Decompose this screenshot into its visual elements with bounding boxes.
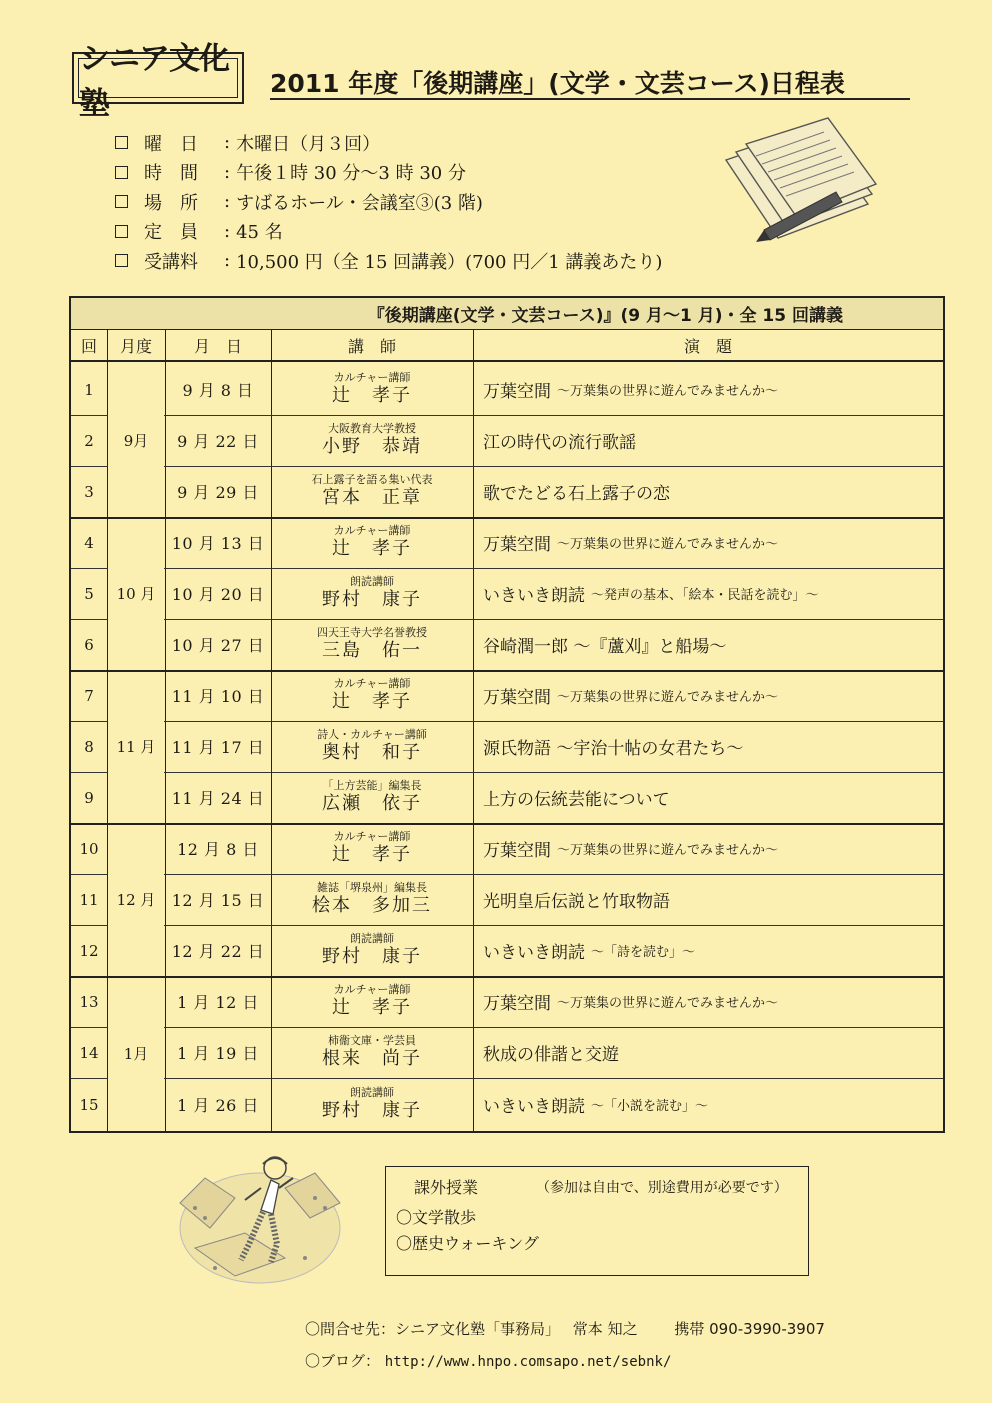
row-lecturer: [271, 1027, 473, 1078]
row-number: 10: [79, 839, 99, 858]
extracurricular-title: 課外授業: [414, 1178, 479, 1197]
info-value: 45 名: [236, 222, 283, 244]
row-topic: [473, 517, 943, 568]
lecturer-name: 野村 康子: [322, 589, 422, 610]
topic-title: 江の時代の流行歌謡: [483, 433, 636, 453]
row-topic: [473, 364, 943, 415]
row-number: 14: [79, 1043, 99, 1062]
row-lecturer: [271, 721, 473, 772]
header-topic: 演 題: [473, 330, 943, 362]
month-cell-mask: [108, 771, 164, 774]
info-row-place: 場 所 : すばるホール・会議室③(3 階): [115, 187, 662, 217]
row-divider: [71, 721, 943, 722]
row-topic: [473, 568, 943, 619]
row-lecturer: [271, 976, 473, 1027]
row-lecturer: [271, 874, 473, 925]
topic-title: 上方の伝統芸能について: [483, 790, 670, 810]
walking-person-illustration-icon: [175, 1148, 345, 1288]
contact-person: 常本 知之: [572, 1320, 638, 1338]
info-label: 時 間: [144, 163, 198, 185]
topic-title: 秋成の俳諧と交遊: [483, 1045, 619, 1065]
lecturer-name: 三島 佑一: [322, 640, 422, 661]
row-date: 10 月 20 日: [171, 585, 265, 604]
row-date: 10 月 13 日: [171, 534, 265, 553]
row-divider: [71, 568, 943, 569]
row-topic: [473, 772, 943, 823]
row-date: 9 月 8 日: [182, 381, 254, 400]
month-cell-october: 10 月: [116, 585, 156, 603]
topic-subtitle: 〜万葉集の世界に遊んでみませんか〜: [557, 996, 779, 1011]
extracurricular-note: （参加は自由で、別途費用が必要です）: [536, 1180, 788, 1196]
row-number: 13: [79, 992, 99, 1011]
row-topic: [473, 976, 943, 1027]
lecturer-affiliation: 朗読講師: [350, 575, 394, 588]
topic-title: いきいき朗読: [483, 586, 585, 606]
row-lecturer: [271, 619, 473, 670]
lecturer-affiliation: カルチャー講師: [333, 371, 411, 384]
lecturer-affiliation: 石上露子を語る集い代表: [311, 473, 433, 486]
topic-title: 万葉空間: [483, 994, 551, 1014]
lecturer-name: 宮本 正章: [322, 487, 422, 508]
checkbox-icon: [115, 225, 128, 238]
header-lecturer: 講 師: [271, 330, 473, 362]
row-lecturer: [271, 772, 473, 823]
info-label: 受講料: [144, 251, 198, 273]
lecturer-name: 辻 孝子: [332, 538, 412, 559]
month-cell-september: 9月: [123, 432, 149, 450]
info-row-capacity: 定 員 : 45 名: [115, 217, 662, 247]
row-number: 3: [84, 482, 94, 501]
row-divider: [71, 517, 943, 519]
blog-line: [305, 1350, 671, 1371]
row-lecturer: [271, 517, 473, 568]
lecturer-name: 奥村 和子: [322, 742, 422, 763]
lecturer-name: 小野 恭靖: [322, 436, 422, 457]
info-value: 午後１時 30 分〜3 時 30 分: [236, 163, 466, 185]
topic-subtitle: 〜「詩を読む」〜: [591, 945, 696, 960]
topic-subtitle: 〜「小説を読む」〜: [591, 1099, 709, 1114]
lecturer-affiliation: 柿衞文庫・学芸員: [328, 1034, 416, 1047]
topic-subtitle: 〜万葉集の世界に遊んでみませんか〜: [557, 384, 779, 399]
row-date: 1 月 26 日: [177, 1096, 259, 1115]
row-date: 12 月 22 日: [171, 942, 265, 961]
extracurricular-box: [385, 1166, 809, 1276]
row-divider: [71, 823, 943, 825]
row-topic: [473, 823, 943, 874]
row-lecturer: [271, 415, 473, 466]
row-divider: [71, 925, 943, 926]
info-value: 木曜日（月３回）: [236, 133, 381, 155]
row-date: 11 月 24 日: [171, 789, 265, 808]
row-topic: [473, 1078, 943, 1131]
topic-subtitle: 〜万葉集の世界に遊んでみませんか〜: [557, 843, 779, 858]
row-date: 10 月 27 日: [171, 636, 265, 655]
lecturer-name: 広瀬 依子: [322, 793, 422, 814]
lecturer-affiliation: カルチャー講師: [333, 524, 411, 537]
topic-title: いきいき朗読: [483, 1097, 585, 1117]
lecturer-name: 桧本 多加三: [312, 895, 432, 916]
topic-title: 歌でたどる石上露子の恋: [483, 484, 670, 504]
month-cell-november: 11 月: [116, 738, 156, 756]
lecturer-name: 辻 孝子: [332, 385, 412, 406]
month-cell-mask: [108, 1026, 164, 1029]
info-label: 曜 日: [144, 133, 198, 155]
row-divider: [71, 772, 943, 773]
row-number: 8: [84, 737, 94, 756]
lecturer-name: 辻 孝子: [332, 844, 412, 865]
blog-label: 〇ブログ：: [305, 1352, 381, 1370]
row-date: 11 月 17 日: [171, 738, 265, 757]
lecturer-affiliation: 「上方芸能」編集長: [322, 779, 422, 792]
topic-title: 万葉空間: [483, 535, 551, 555]
checkbox-icon: [115, 254, 128, 267]
info-row-time: 時 間 : 午後１時 30 分〜3 時 30 分: [115, 158, 662, 188]
month-cell-january: 1月: [123, 1045, 149, 1063]
row-divider: [71, 874, 943, 875]
row-number: 6: [84, 635, 94, 654]
lecturer-affiliation: 大阪教育大学教授: [328, 422, 416, 435]
checkbox-icon: [115, 166, 128, 179]
contact-label: 〇問合せ先：シニア文化塾「事務局」: [305, 1320, 561, 1338]
info-row-fee: 受講料 : 10,500 円（全 15 回講義）(700 円／1 講義あたり): [115, 246, 662, 276]
row-number: 5: [84, 584, 94, 603]
brand-logo-box: [72, 41, 244, 122]
contact-line: [305, 1318, 833, 1339]
lecturer-affiliation: 四天王寺大学名誉教授: [317, 626, 427, 639]
row-topic: [473, 415, 943, 466]
row-date: 1 月 12 日: [177, 993, 259, 1012]
lecturer-name: 辻 孝子: [332, 691, 412, 712]
info-value: 10,500 円（全 15 回講義）(700 円／1 講義あたり): [236, 251, 663, 273]
lecturer-affiliation: 雑誌「堺泉州」編集長: [317, 881, 427, 894]
checkbox-icon: [115, 136, 128, 149]
topic-title: 万葉空間: [483, 688, 551, 708]
row-date: 9 月 29 日: [177, 483, 259, 502]
row-number: 12: [79, 941, 99, 960]
row-divider: [71, 976, 943, 978]
row-topic: [473, 619, 943, 670]
lecturer-affiliation: 朗読講師: [350, 1086, 394, 1099]
lecturer-affiliation: カルチャー講師: [333, 983, 411, 996]
topic-title: いきいき朗読: [483, 943, 585, 963]
month-cell-mask: [108, 873, 164, 876]
month-cell-mask: [108, 465, 164, 468]
row-lecturer: [271, 823, 473, 874]
brand-logo-text: シニア文化塾: [78, 58, 238, 98]
row-date: 11 月 10 日: [171, 687, 265, 706]
lecturer-name: 野村 康子: [322, 946, 422, 967]
row-lecturer: [271, 925, 473, 976]
row-topic: [473, 925, 943, 976]
row-divider: [71, 1027, 943, 1028]
lecturer-name: 野村 康子: [322, 1100, 422, 1121]
topic-title: 谷崎潤一郎 〜『蘆刈』と船場〜: [483, 637, 727, 657]
month-cell-december: 12 月: [116, 891, 156, 909]
topic-title: 万葉空間: [483, 841, 551, 861]
row-date: 12 月 8 日: [177, 840, 259, 859]
row-divider: [71, 619, 943, 620]
row-divider: [71, 415, 943, 416]
row-topic: [473, 1027, 943, 1078]
row-topic: [473, 721, 943, 772]
month-cell-mask: [108, 618, 164, 621]
topic-title: 源氏物語 〜宇治十帖の女君たち〜: [483, 739, 744, 759]
row-lecturer: [271, 568, 473, 619]
row-number: 9: [84, 788, 94, 807]
topic-subtitle: 〜発声の基本、「絵本・民話を読む」〜: [591, 588, 819, 603]
extracurricular-item: 〇文学散歩: [396, 1208, 477, 1227]
lecturer-affiliation: 詩人・カルチャー講師: [317, 728, 427, 741]
month-cell-mask: [108, 924, 164, 927]
topic-title: 万葉空間: [483, 382, 551, 402]
page-title: 2011 年度「後期講座」(文学・文芸コース)日程表: [270, 64, 910, 100]
papers-pen-illustration-icon: [716, 112, 882, 258]
row-number: 1: [84, 380, 94, 399]
row-number: 7: [84, 686, 94, 705]
row-topic: [473, 466, 943, 517]
extracurricular-item: 〇歴史ウォーキング: [396, 1234, 539, 1253]
topic-subtitle: 〜万葉集の世界に遊んでみませんか〜: [557, 690, 779, 705]
month-cell-mask: [108, 414, 164, 417]
schedule-table: [69, 296, 945, 1133]
course-info-list: [115, 128, 662, 276]
lecturer-affiliation: カルチャー講師: [333, 677, 411, 690]
header-number: 回: [71, 330, 107, 362]
info-row-day: 曜 日 : 木曜日（月３回）: [115, 128, 662, 158]
row-date: 9 月 22 日: [177, 432, 259, 451]
lecturer-name: 辻 孝子: [332, 997, 412, 1018]
row-divider: [71, 1078, 943, 1079]
row-topic: [473, 874, 943, 925]
month-cell-mask: [108, 720, 164, 723]
row-number: 2: [84, 431, 94, 450]
lecturer-name: 根来 尚子: [322, 1048, 422, 1069]
info-value: すばるホール・会議室③(3 階): [236, 192, 483, 214]
row-lecturer: [271, 1078, 473, 1131]
row-divider: [71, 466, 943, 467]
checkbox-icon: [115, 195, 128, 208]
contact-phone[interactable]: 携帯 090-3990-3907: [674, 1320, 825, 1338]
row-number: 15: [79, 1095, 99, 1114]
lecturer-affiliation: カルチャー講師: [333, 830, 411, 843]
row-number: 11: [79, 890, 99, 909]
row-lecturer: [271, 466, 473, 517]
row-lecturer: [271, 670, 473, 721]
month-cell-mask: [108, 567, 164, 570]
row-lecturer: [271, 364, 473, 415]
row-divider: [71, 670, 943, 672]
lecturer-affiliation: 朗読講師: [350, 932, 394, 945]
topic-subtitle: 〜万葉集の世界に遊んでみませんか〜: [557, 537, 779, 552]
info-label: 定 員: [144, 222, 198, 244]
header-date: 月 日: [165, 330, 271, 362]
schedule-title: 『後期講座(文学・文芸コース)』(9 月〜1 月)・全 15 回講義: [71, 298, 943, 330]
month-cell-mask: [108, 1077, 164, 1080]
info-label: 場 所: [144, 192, 198, 214]
header-month: 月度: [107, 330, 165, 362]
row-date: 12 月 15 日: [171, 891, 265, 910]
topic-title: 光明皇后伝説と竹取物語: [483, 892, 670, 912]
blog-url-link[interactable]: http://www.hnpo.comsapo.net/sebnk/: [384, 1354, 672, 1370]
row-topic: [473, 670, 943, 721]
row-number: 4: [84, 533, 94, 552]
row-date: 1 月 19 日: [177, 1044, 259, 1063]
